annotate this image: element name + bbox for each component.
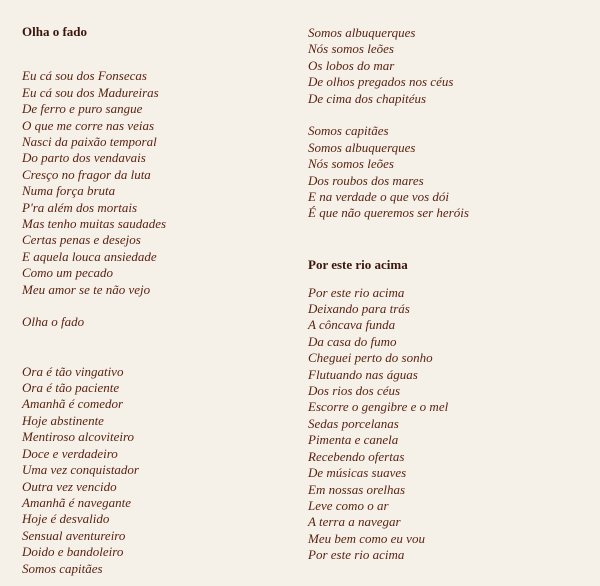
lyric-line: Dos rios dos céus: [308, 383, 401, 399]
lyric-line: Os lobos do mar: [308, 57, 395, 73]
lyric-line: Como um pecado: [22, 265, 113, 281]
lyric-line: Certas penas e desejos: [22, 232, 141, 248]
lyric-line: P'ra além dos mortais: [22, 199, 138, 215]
stanza-1: [22, 68, 292, 298]
lyric-line: Hoje abstinente: [22, 412, 104, 428]
lyric-line: Somos albuquerques: [308, 139, 416, 155]
lyric-line: Meu bem como eu vou: [308, 530, 425, 546]
lyric-line: Cheguei perto do sonho: [308, 350, 433, 366]
lyric-line: A côncava funda: [308, 317, 396, 333]
lyric-line: Mas tenho muitas saudades: [22, 216, 167, 232]
lyric-line: Ora é tão paciente: [22, 380, 120, 396]
lyric-line: E na verdade o que vos dói: [308, 189, 450, 205]
lyric-line: E aquela louca ansiedade: [22, 248, 157, 264]
song-title-olha-o-fado: Olha o fado: [22, 24, 88, 39]
lyric-line: Somos capitães: [308, 123, 389, 139]
lyric-line: Pimenta e canela: [308, 432, 399, 448]
lyric-line: Leve como o ar: [308, 497, 389, 513]
lyric-line: De ferro e puro sangue: [22, 101, 143, 117]
stanza-5: [308, 285, 588, 564]
lyric-line: Sedas porcelanas: [308, 415, 399, 431]
lyric-line: De olhos pregados nos céus: [308, 74, 454, 90]
lyric-line: Por este rio acima: [308, 547, 405, 563]
right-column: [308, 22, 588, 564]
lyric-line: Meu amor se te não vejo: [22, 281, 151, 297]
song-title-por-este-rio-acima: Por este rio acima: [308, 256, 408, 272]
stanza-2: [22, 364, 292, 577]
lyric-line: O que me corre nas veias: [22, 117, 155, 133]
refrain-line: Olha o fado: [22, 314, 85, 330]
lyric-line: Cresço no fragor da luta: [22, 166, 151, 182]
lyric-line: Amanhã é navegante: [22, 494, 132, 510]
lyric-line: Outra vez vencido: [22, 478, 117, 494]
lyric-line: Recebendo ofertas: [308, 448, 405, 464]
lyric-line: Ora é tão vingativo: [22, 363, 124, 379]
lyric-line: Numa força bruta: [22, 183, 116, 199]
lyric-line: A terra a navegar: [308, 514, 401, 530]
stanza-3: [308, 25, 588, 107]
lyric-line: Por este rio acima: [308, 284, 405, 300]
lyric-line: Somos albuquerques: [308, 25, 416, 40]
lyric-line: Doce e verdadeiro: [22, 445, 118, 461]
lyric-line: Dos roubos dos mares: [308, 172, 424, 188]
lyric-line: É que não queremos ser heróis: [308, 205, 469, 221]
lyric-line: Doido e bandoleiro: [22, 544, 124, 560]
lyric-line: Do parto dos vendavais: [22, 150, 146, 166]
left-column: [22, 22, 292, 577]
lyric-line: Somos capitães: [22, 560, 103, 576]
stanza-4: [308, 123, 588, 221]
lyric-line: Eu cá sou dos Fonsecas: [22, 68, 147, 84]
lyric-line: Uma vez conquistador: [22, 462, 139, 478]
lyric-line: Mentiroso alcoviteiro: [22, 429, 135, 445]
lyric-line: Da casa do fumo: [308, 333, 397, 349]
lyric-line: Amanhã é comedor: [22, 396, 124, 412]
lyric-line: Nós somos leões: [308, 41, 394, 57]
lyric-line: Nós somos leões: [308, 156, 394, 172]
lyric-line: De cima dos chapitéus: [308, 90, 427, 106]
lyric-line: Flutuando nas águas: [308, 366, 418, 382]
lyric-line: Eu cá sou dos Madureiras: [22, 84, 159, 100]
lyric-line: De músicas suaves: [308, 465, 407, 481]
lyric-line: Escorre o gengibre e o mel: [308, 399, 449, 415]
lyric-line: Hoje é desvalido: [22, 511, 110, 527]
lyric-line: Em nossas orelhas: [308, 481, 406, 497]
lyric-line: Nasci da paixão temporal: [22, 134, 157, 150]
lyric-line: Deixando para trás: [308, 301, 410, 317]
lyric-line: Sensual aventureiro: [22, 527, 126, 543]
